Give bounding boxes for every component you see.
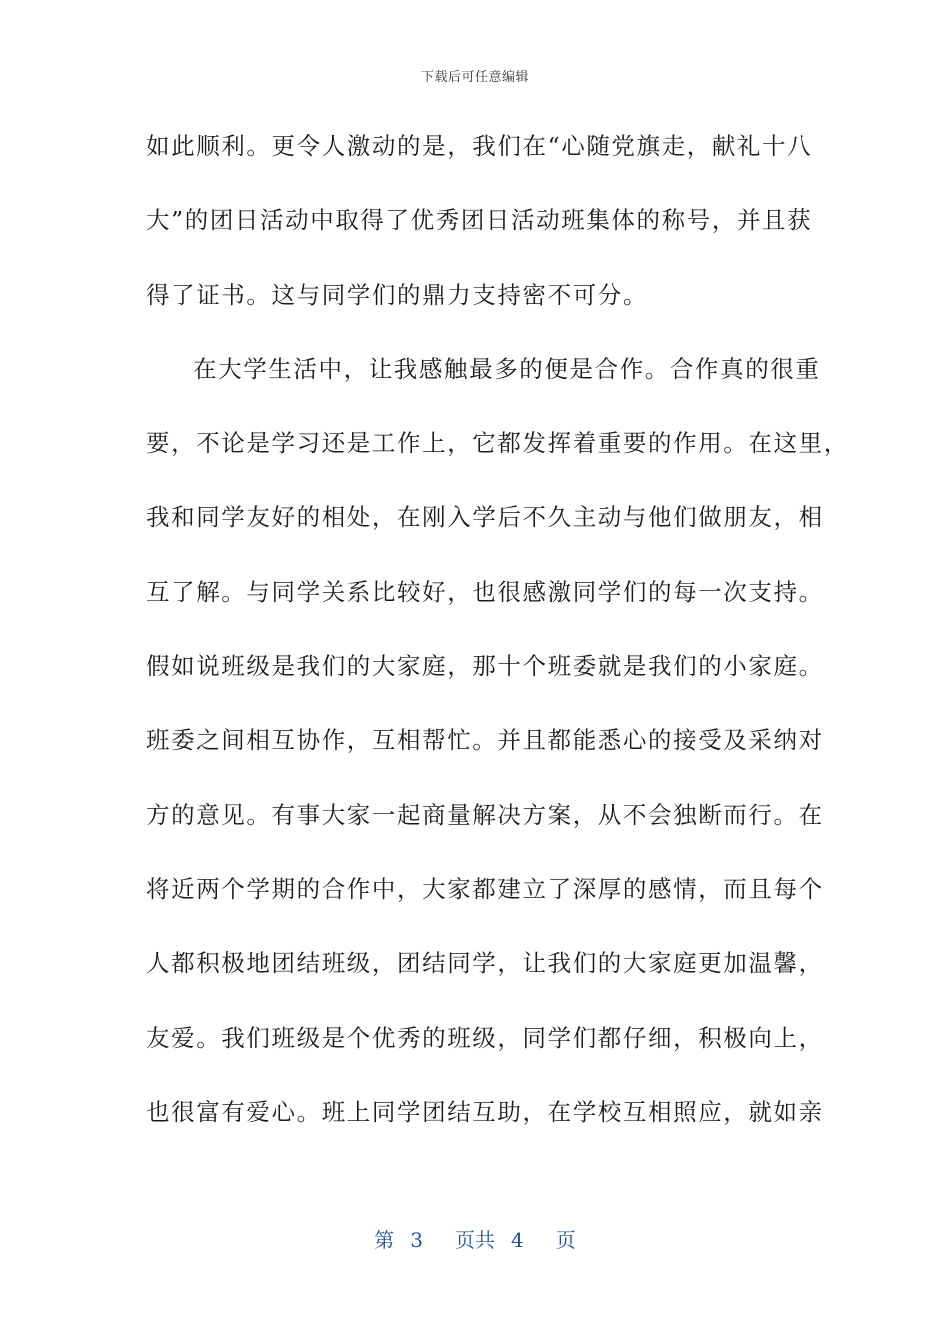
text-line: 我和同学友好的相处，在刚入学后不久主动与他们做朋友，相 <box>146 503 824 532</box>
text-line: 也很富有爱心。班上同学团结互助，在学校互相照应，就如亲 <box>146 1097 824 1126</box>
page-header-note: 下载后可任意编辑 <box>420 70 529 85</box>
text-line: 得了证书。这与同学们的鼎力支持密不可分。 <box>146 280 648 309</box>
text-line: 互了解。与同学关系比较好，也很感激同学们的每一次支持。 <box>146 577 824 606</box>
text-line: 大”的团日活动中取得了优秀团日活动班集体的称号，并且获 <box>146 206 813 235</box>
total-pages-number: 4 <box>511 1228 524 1252</box>
paragraph-start-line: 在大学生活中，让我感触最多的便是合作。合作真的很重 <box>193 354 821 383</box>
current-page-number: 3 <box>410 1228 423 1252</box>
text-line: 如此顺利。更令人激动的是，我们在“心随党旗走，献礼十八 <box>146 132 813 160</box>
text-line: 将近两个学期的合作中，大家都建立了深厚的感情，而且每个 <box>146 874 824 903</box>
text-line: 方的意见。有事大家一起商量解决方案，从不会独断而行。在 <box>146 800 824 829</box>
text-line: 人都积极地团结班级，团结同学，让我们的大家庭更加温馨， <box>146 949 824 978</box>
text-line: 班委之间相互协作，互相帮忙。并且都能悉心的接受及采纳对 <box>146 726 824 755</box>
page-number-footer <box>0 1224 950 1253</box>
text-line: 友爱。我们班级是个优秀的班级，同学们都仔细，积极向上， <box>146 1023 824 1052</box>
footer-prefix: 第 <box>374 1228 395 1252</box>
footer-middle: 页共 <box>455 1228 495 1252</box>
text-line: 要，不论是学习还是工作上，它都发挥着重要的作用。在这里， <box>146 429 849 458</box>
text-line: 假如说班级是我们的大家庭，那十个班委就是我们的小家庭。 <box>146 652 824 681</box>
footer-suffix: 页 <box>555 1228 576 1252</box>
document-body <box>146 124 849 1164</box>
